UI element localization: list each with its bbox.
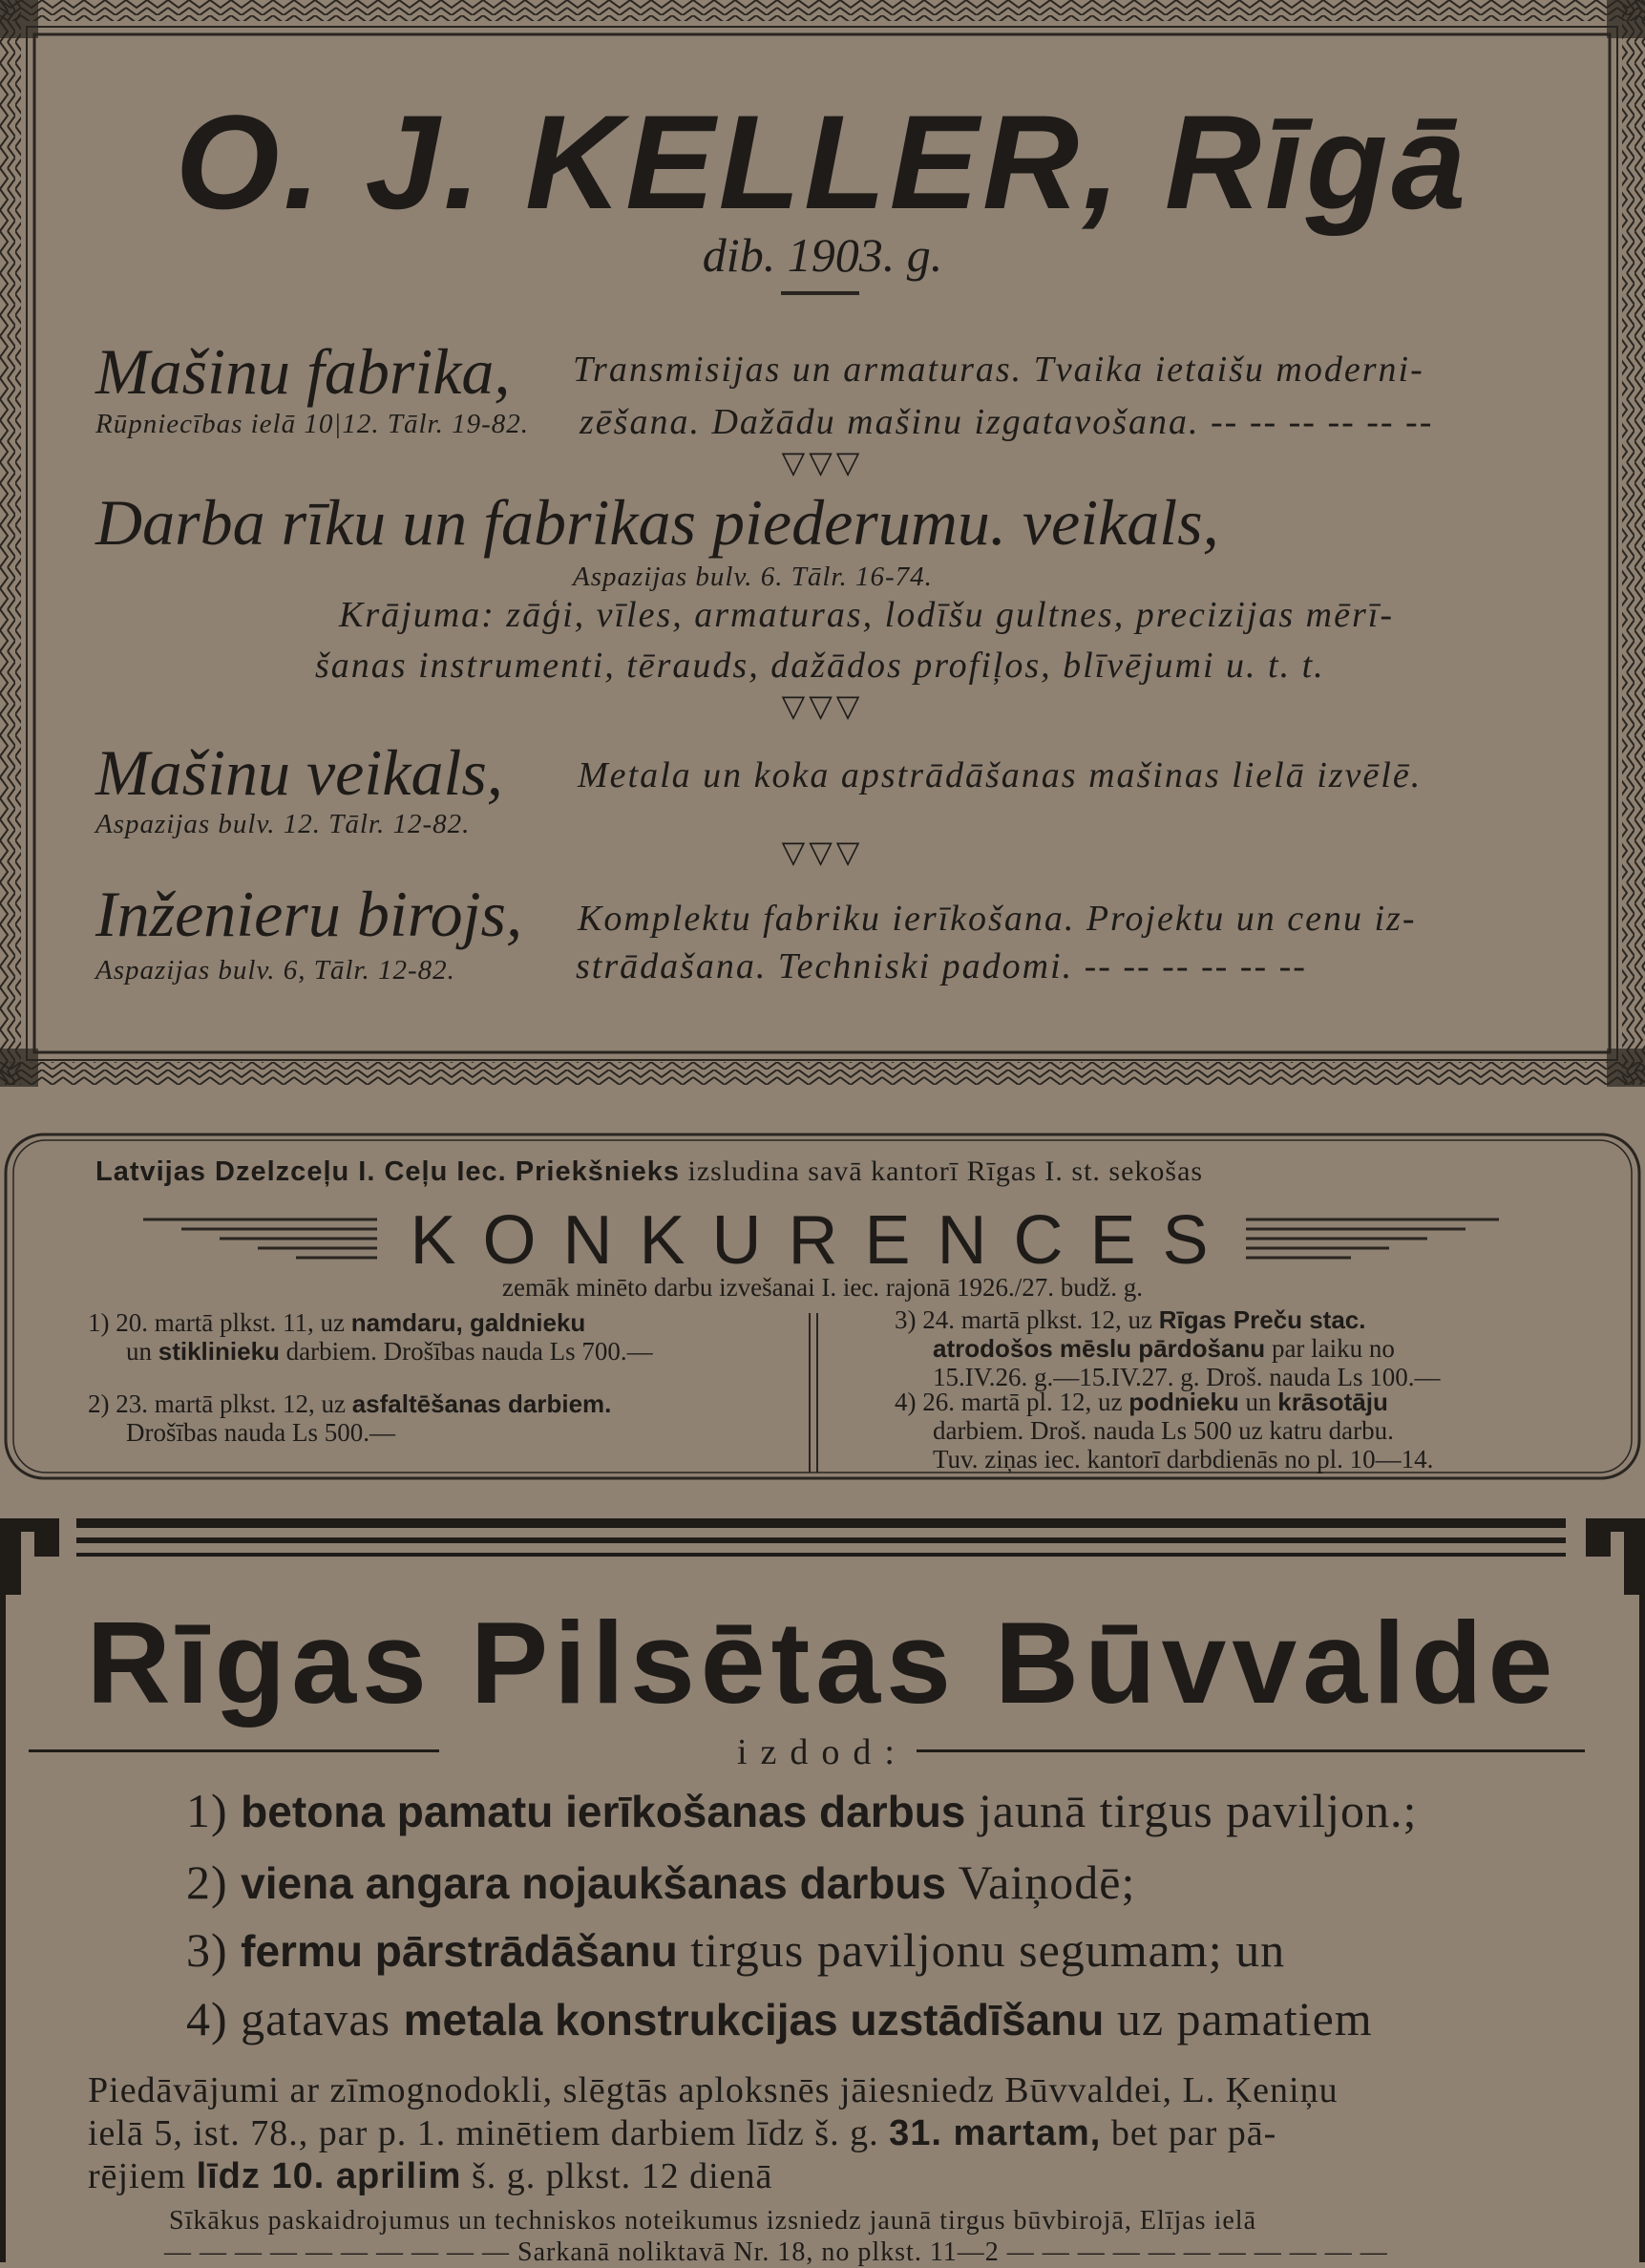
tender-line: 4) 26. martā pl. 12, uz podnieku un krāsotāju <box>895 1388 1388 1416</box>
triangle-separator: ▽▽▽ <box>781 445 864 479</box>
section-address: Rūpniecības ielā 10|12. Tālr. 19-82. <box>95 409 529 439</box>
tender-line: Drošības nauda Ls 500.— <box>126 1418 395 1447</box>
work-item-1: 1) betona pamatu ierīkošanas darbus jaunā tirgus paviljon.; <box>186 1784 1418 1837</box>
section-line: Metala un koka apstrādāšanas mašinas lielā izvēlē. <box>578 755 1423 795</box>
intro-text: izsludina savā kantorī Rīgas I. st. sekošas <box>687 1155 1204 1187</box>
section-address: Aspazijas bulv. 6, Tālr. 12-82. <box>95 955 455 986</box>
tender-line: 2) 23. martā plkst. 12, uz asfaltēšanas darbiem. <box>88 1389 612 1418</box>
tender-item-4 <box>895 1388 1433 1473</box>
tender-line: 1) 20. martā plkst. 11, uz namdaru, galdnieku <box>88 1308 586 1337</box>
tender-line: atrodošos mēslu pārdošanu par laiku no <box>933 1334 1395 1363</box>
tender-line: Tuv. ziņas iec. kantorī darbdienās no pl. 10—14. <box>933 1445 1434 1473</box>
keller-title: O. J. KELLER, Rīgā <box>175 87 1470 237</box>
footer-line: Sīkākus paskaidrojumus un techniskos noteikumus izsniedz jaunā tirgus būvbirojā, Elījas ielā <box>169 2206 1256 2236</box>
keller-advertisement <box>0 0 1645 1089</box>
konkurences-advertisement <box>0 1098 1645 1504</box>
founded-year: dib. 1903. g. <box>702 228 943 282</box>
work-item-2: 2) viena angara nojaukšanas darbus Vaiņodē; <box>186 1855 1136 1909</box>
footer-line: — — — — — — — — — — Sarkanā noliktavā Nr. 18, no plkst. 11—2 — — — — — — — — — — — <box>164 2237 1388 2267</box>
konkurences-intro <box>95 1155 1203 1188</box>
section-heading: Darba rīku un fabrikas piederumu. veikals, <box>95 486 1219 559</box>
section-heading: Mašinu veikals, <box>95 736 503 809</box>
triangle-separator: ▽▽▽ <box>781 689 864 723</box>
section-line: Krājuma: zāģi, vīles, armaturas, lodīšu gultnes, precizijas mērī- <box>339 595 1394 635</box>
tender-item-2 <box>88 1389 611 1447</box>
konkurences-subtitle: zemāk minēto darbu izvešanai I. iec. rajonā 1926./27. budž. g. <box>501 1273 1144 1302</box>
title-rule <box>781 291 859 295</box>
section-line: strādašana. Techniski padomi. -- -- -- -- -- -- <box>576 946 1307 986</box>
buvvalde-advertisement <box>0 1509 1645 2267</box>
tender-item-1 <box>88 1308 653 1366</box>
section-address: Aspazijas bulv. 12. Tālr. 12-82. <box>95 809 471 839</box>
izdod-label: izdod: <box>737 1732 908 1772</box>
tender-line: 15.IV.26. g.—15.IV.27. g. Droš. nauda Ls 100.— <box>933 1363 1441 1391</box>
section-line: šanas instrumenti, tērauds, dažādos profiļos, blīvējumi u. t. t. <box>315 646 1325 686</box>
work-item-4: 4) gatavas metala konstrukcijas uzstādīšanu uz pamatiem <box>186 1992 1373 2045</box>
section-heading: Inženieru birojs, <box>95 878 523 950</box>
konkurences-title: KONKURENCES <box>410 1202 1235 1279</box>
buvvalde-title: Rīgas Pilsētas Būvvalde <box>86 1598 1559 1727</box>
section-line: zēšana. Dažādu mašinu izgatavošana. -- -- -- -- -- -- <box>580 402 1434 442</box>
section-line: Transmisijas un armaturas. Tvaika ietaišu moderni- <box>573 350 1424 390</box>
work-item-3: 3) fermu pārstrādāšanu tirgus paviljonu segumam; un <box>186 1923 1286 1977</box>
tender-line: darbiem. Droš. nauda Ls 500 uz katru darbu. <box>933 1416 1394 1445</box>
offer-text-line: rējiem līdz 10. aprilim š. g. plkst. 12 dienā <box>88 2156 773 2196</box>
offer-text-line: ielā 5, ist. 78., par p. 1. minētiem darbiem līdz š. g. 31. martam, bet par pā- <box>88 2113 1277 2153</box>
offer-text-line: Piedāvājumi ar zīmognodokli, slēgtās aploksnēs jāiesniedz Būvvaldei, L. Ķeniņu <box>88 2070 1339 2110</box>
section-address: Aspazijas bulv. 6. Tālr. 16-74. <box>573 562 933 592</box>
intro-authority: Latvijas Dzelzceļu I. Ceļu Iec. Priekšnieks <box>95 1156 680 1187</box>
triangle-separator: ▽▽▽ <box>781 835 864 869</box>
section-heading: Mašinu fabrika, <box>95 335 511 408</box>
tender-line: un stiklinieku darbiem. Drošības nauda Ls 700.— <box>126 1337 653 1366</box>
tender-item-3 <box>895 1305 1440 1391</box>
tender-line: 3) 24. martā plkst. 12, uz Rīgas Preču stac. <box>895 1305 1366 1334</box>
section-line: Komplektu fabriku ierīkošana. Projektu un cenu iz- <box>578 899 1417 939</box>
